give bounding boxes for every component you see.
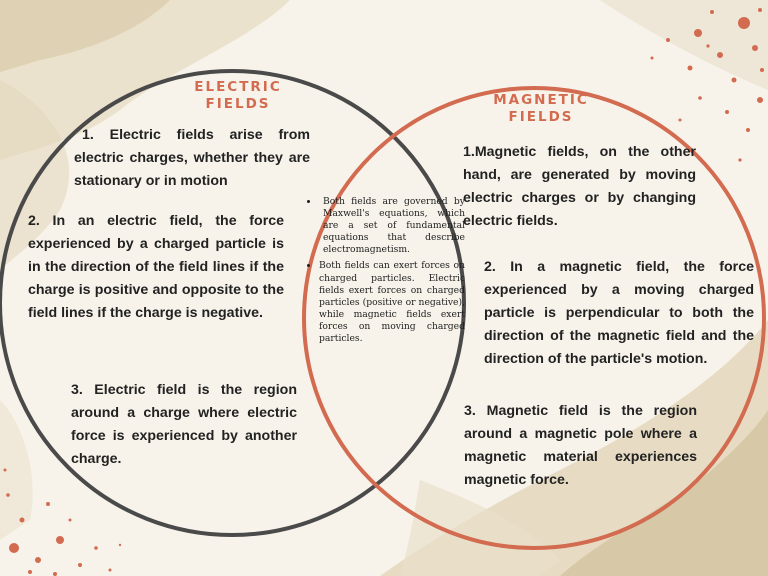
- electric-point-1: 1. Electric fields arise from electric charges, whether they are stationary or in motion: [74, 127, 310, 189]
- shared-point-1: • Both fields are governed by Maxwell's equations, which are a set of fundamental equations that describe electromagnetism.: [319, 196, 465, 256]
- electric-point-3: 3. Electric field is the region around a charge where electric force is experienced by another charge.: [71, 382, 297, 467]
- electric-fields-title: [163, 79, 313, 113]
- magnetic-title-line1: MAGNETIC: [493, 92, 589, 108]
- magnetic-point-3: 3. Magnetic field is the region around a magnetic pole where a magnetic material experiences magnetic force.: [464, 403, 697, 488]
- shared-point-2: • Both fields can exert forces on charged particles. Electric fields exert forces on charged particles (positive or negative), while magnetic fields exert forces on moving charged particles.: [319, 260, 465, 345]
- magnetic-point-1: 1.Magnetic fields, on the other hand, are generated by moving electric charges or by changing electric fields.: [463, 144, 696, 229]
- electric-title-line2: FIELDS: [205, 96, 271, 112]
- electric-point-2: 2. In an electric field, the force experienced by a charged particle is in the direction of the field lines if the charge is positive and opposite to the field lines if the charge is negative.: [28, 213, 284, 321]
- shared-properties: [305, 196, 465, 349]
- electric-title-line1: ELECTRIC: [194, 79, 282, 95]
- magnetic-point-2: 2. In a magnetic field, the force experienced by a moving charged particle is perpendicular to both the direction of the magnetic field and the direction of the particle's motion.: [484, 259, 754, 367]
- magnetic-title-line2: FIELDS: [508, 109, 574, 125]
- magnetic-fields-title: [464, 92, 618, 126]
